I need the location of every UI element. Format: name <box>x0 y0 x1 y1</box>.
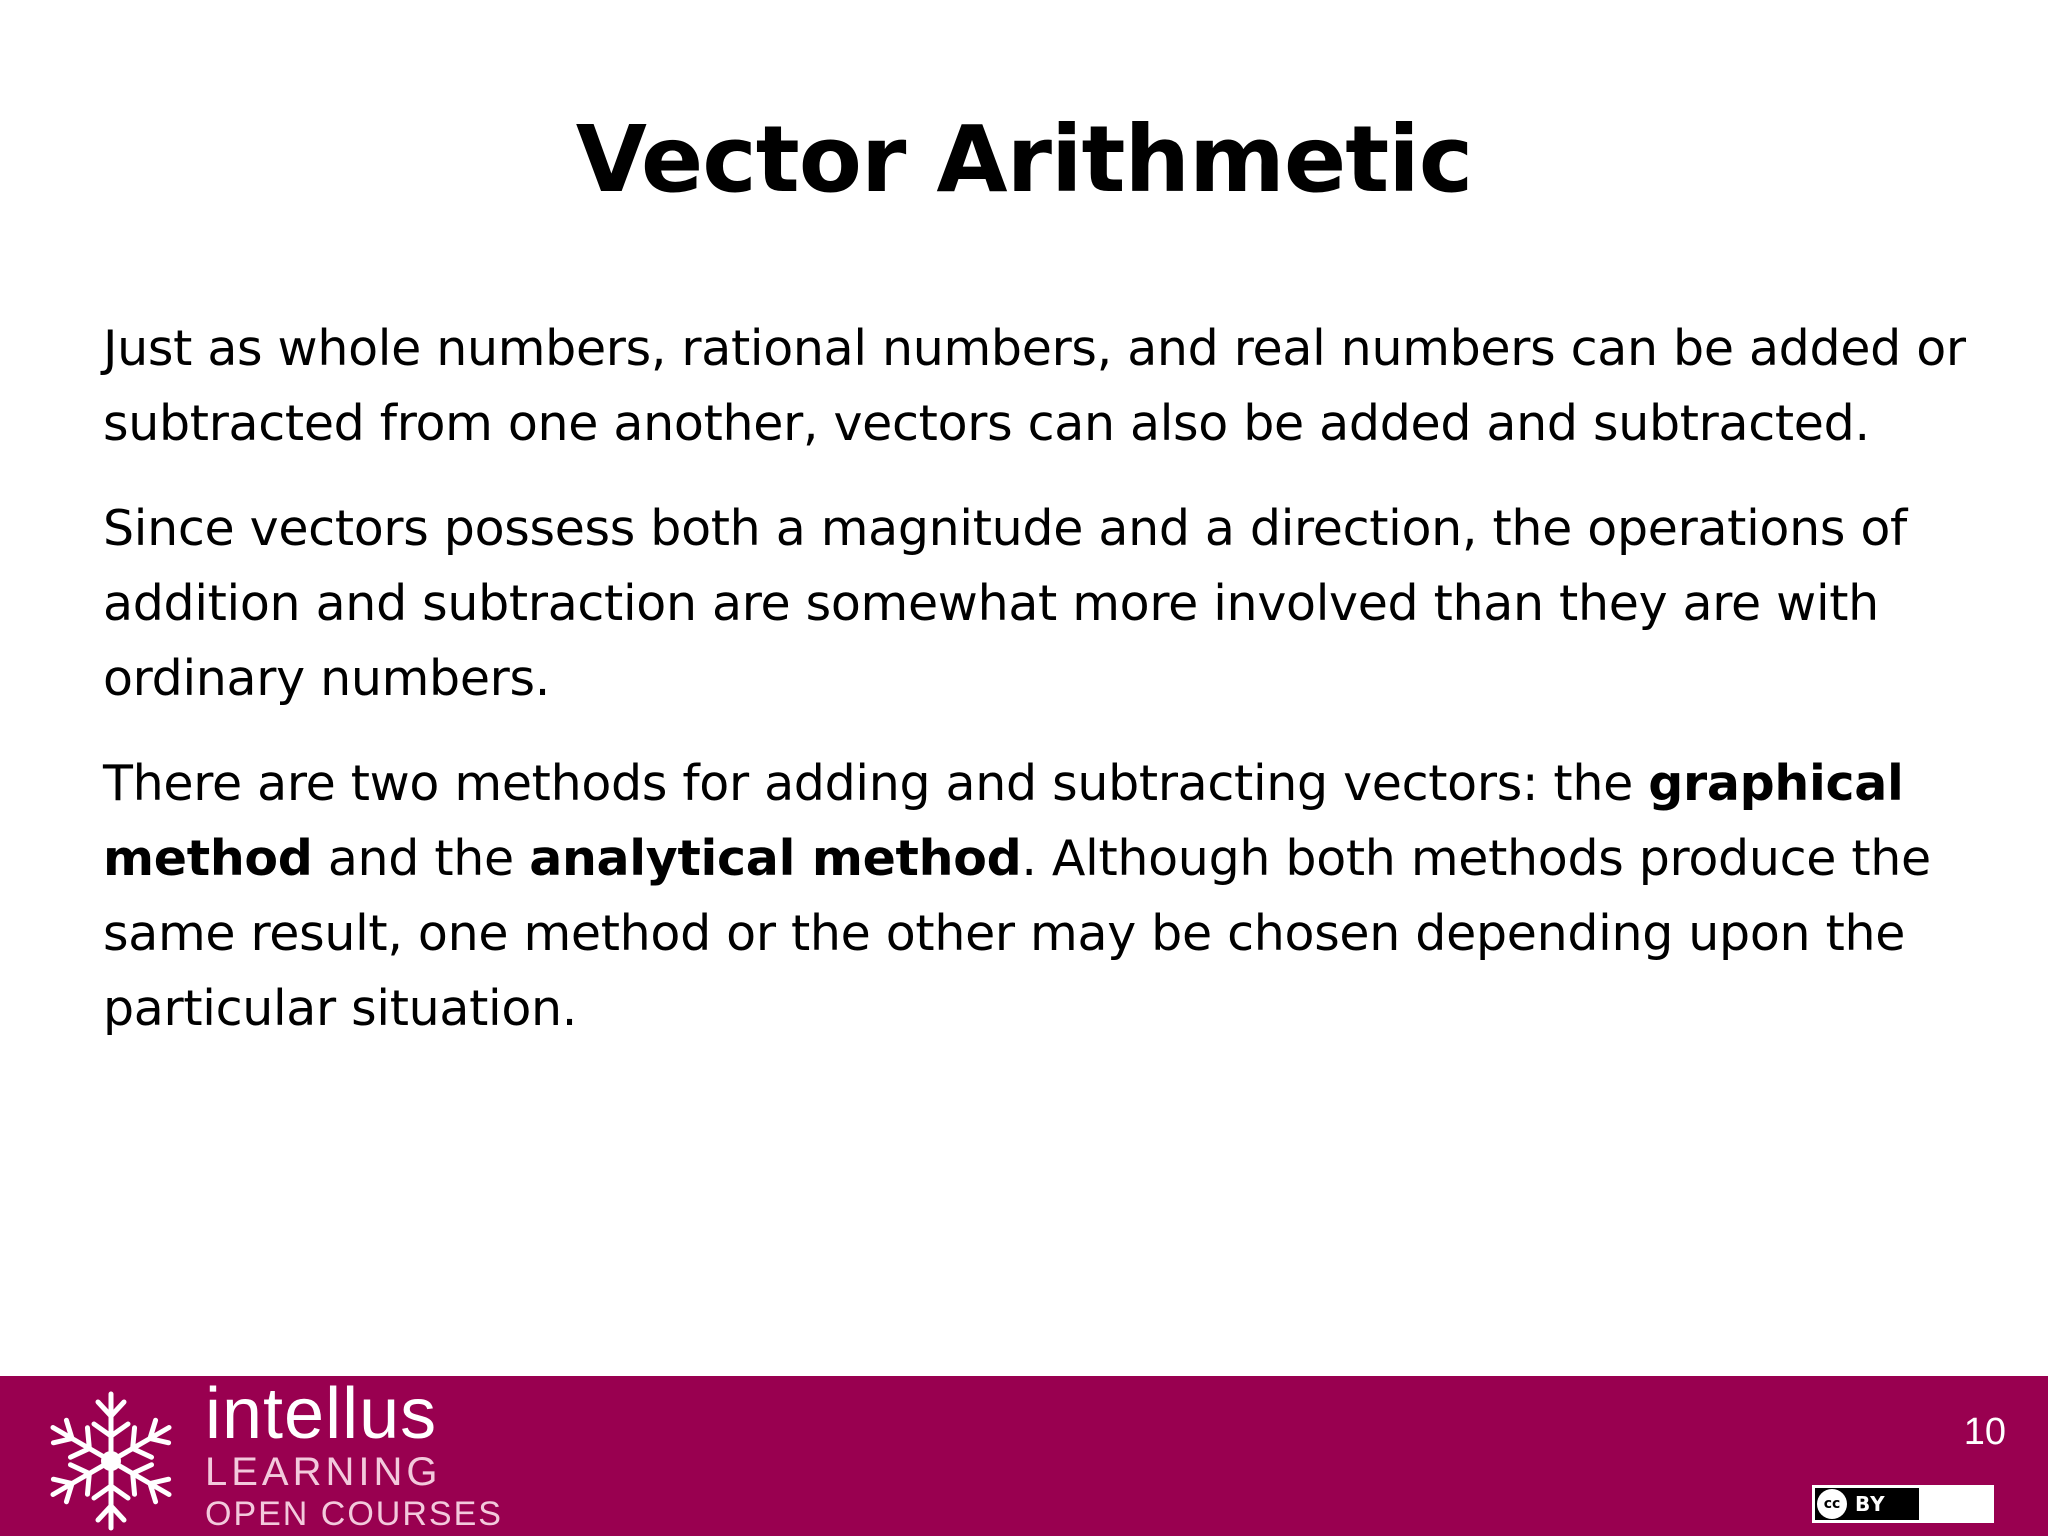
logo-wordmark: intellus <box>205 1374 438 1454</box>
paragraph-3-text-b: and the <box>312 830 530 887</box>
analytical-method-term: analytical method <box>529 830 1022 887</box>
slide-title: Vector Arithmetic <box>575 106 1473 213</box>
page-number: 10 <box>1963 1411 2006 1453</box>
paragraph-3 <box>103 746 2003 1046</box>
logo-subtitle-learning: LEARNING <box>205 1450 442 1494</box>
paragraph-1: Just as whole numbers, rational numbers, and real numbers can be added or subtracted from one another, vectors can also be added and subtracted. <box>103 320 1966 452</box>
paragraph-3-text-c: . Although both methods produce the same result, one method or the other may be chosen depending upon the particular situation. <box>103 830 1931 1037</box>
creative-commons-icon <box>1812 1485 1994 1523</box>
cc-by-label: BY <box>1855 1492 1886 1516</box>
intellus-logo <box>205 1374 503 1534</box>
paragraph-2: Since vectors possess both a magnitude and a direction, the operations of addition and subtraction are somewhat more involved than they are with ordinary numbers. <box>103 500 1907 707</box>
cc-badge-blank <box>1919 1488 1991 1520</box>
snowflake-star-icon <box>36 1386 186 1536</box>
paragraph-3-text-a: There are two methods for adding and subtracting vectors: the <box>103 755 1649 812</box>
slide-body <box>103 311 2003 1076</box>
cc-circle: cc <box>1817 1489 1847 1519</box>
graphical-method-term: graphical method <box>103 755 1904 887</box>
logo-subtitle-open-courses: OPEN COURSES <box>205 1495 503 1533</box>
